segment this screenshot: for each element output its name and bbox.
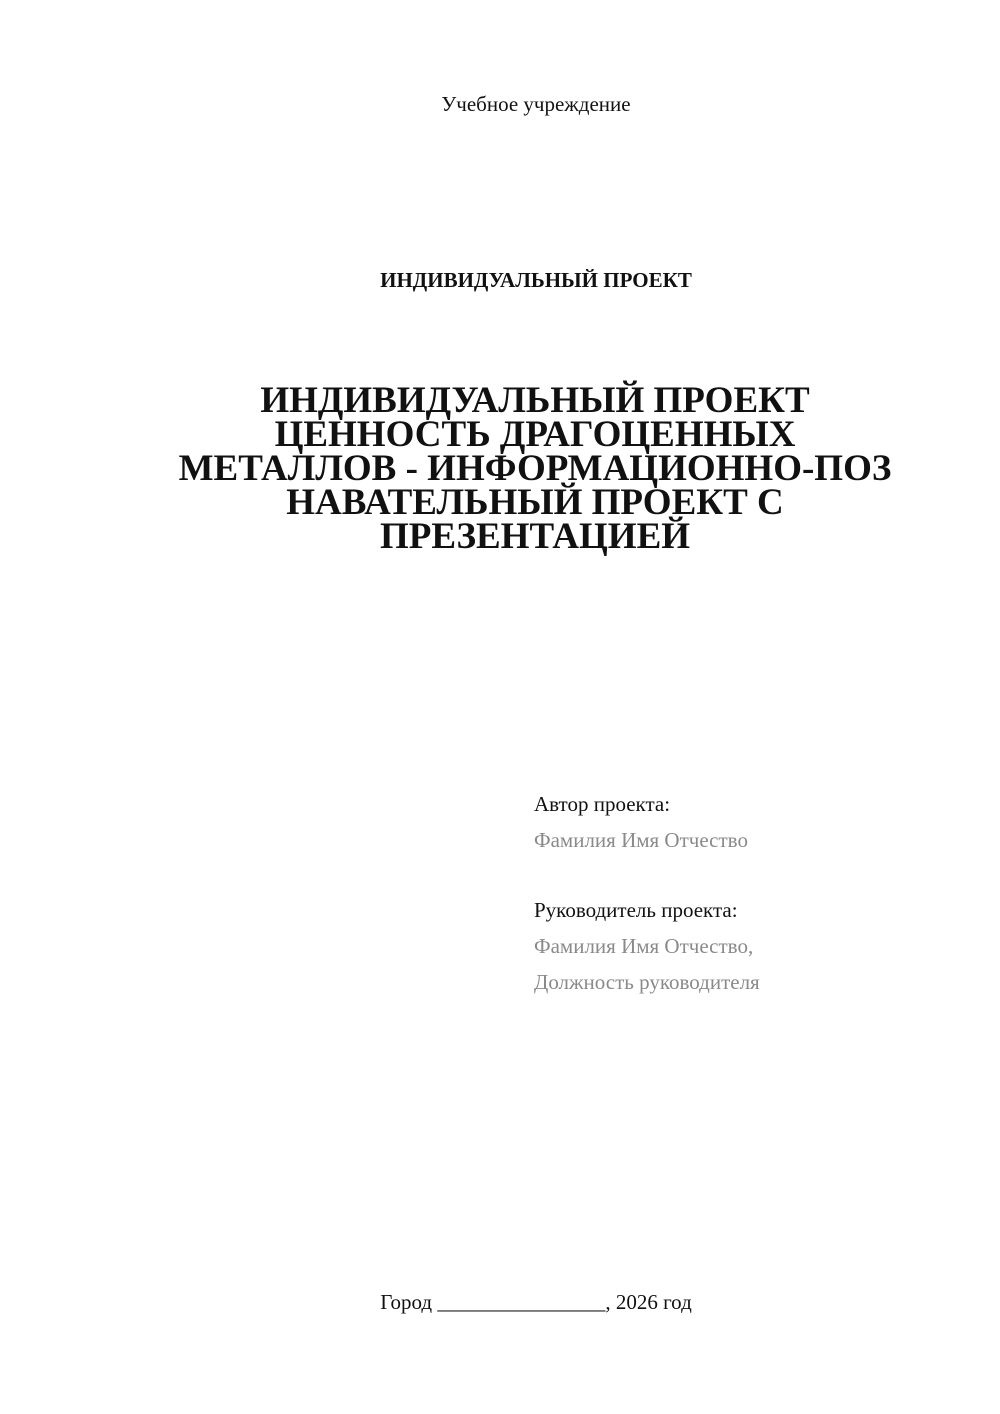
supervisor-block: [534, 892, 974, 1000]
document-type: ИНДИВИДУАЛЬНЫЙ ПРОЕКТ: [380, 268, 692, 292]
city-year-footer: Город ________________, 2026 год: [380, 1290, 692, 1314]
author-name: Фамилия Имя Отчество: [534, 828, 748, 852]
project-title: [150, 380, 920, 557]
supervisor-name: Фамилия Имя Отчество,: [534, 934, 754, 958]
project-title-line: ПРЕЗЕНТАЦИЕЙ: [379, 516, 691, 557]
project-title-line: НАВАТЕЛЬНЫЙ ПРОЕКТ С: [286, 482, 784, 523]
institution-name: Учебное учреждение: [441, 92, 631, 116]
project-title-line: ЦЕННОСТЬ ДРАГОЦЕННЫХ: [274, 414, 796, 455]
project-title-line: МЕТАЛЛОВ - ИНФОРМАЦИОННО-ПОЗ: [178, 448, 892, 489]
supervisor-label: Руководитель проекта:: [534, 898, 738, 922]
project-title-line: ИНДИВИДУАЛЬНЫЙ ПРОЕКТ: [260, 380, 810, 421]
supervisor-position: Должность руководителя: [534, 970, 760, 994]
author-label: Автор проекта:: [534, 792, 671, 816]
author-block: [534, 786, 974, 858]
